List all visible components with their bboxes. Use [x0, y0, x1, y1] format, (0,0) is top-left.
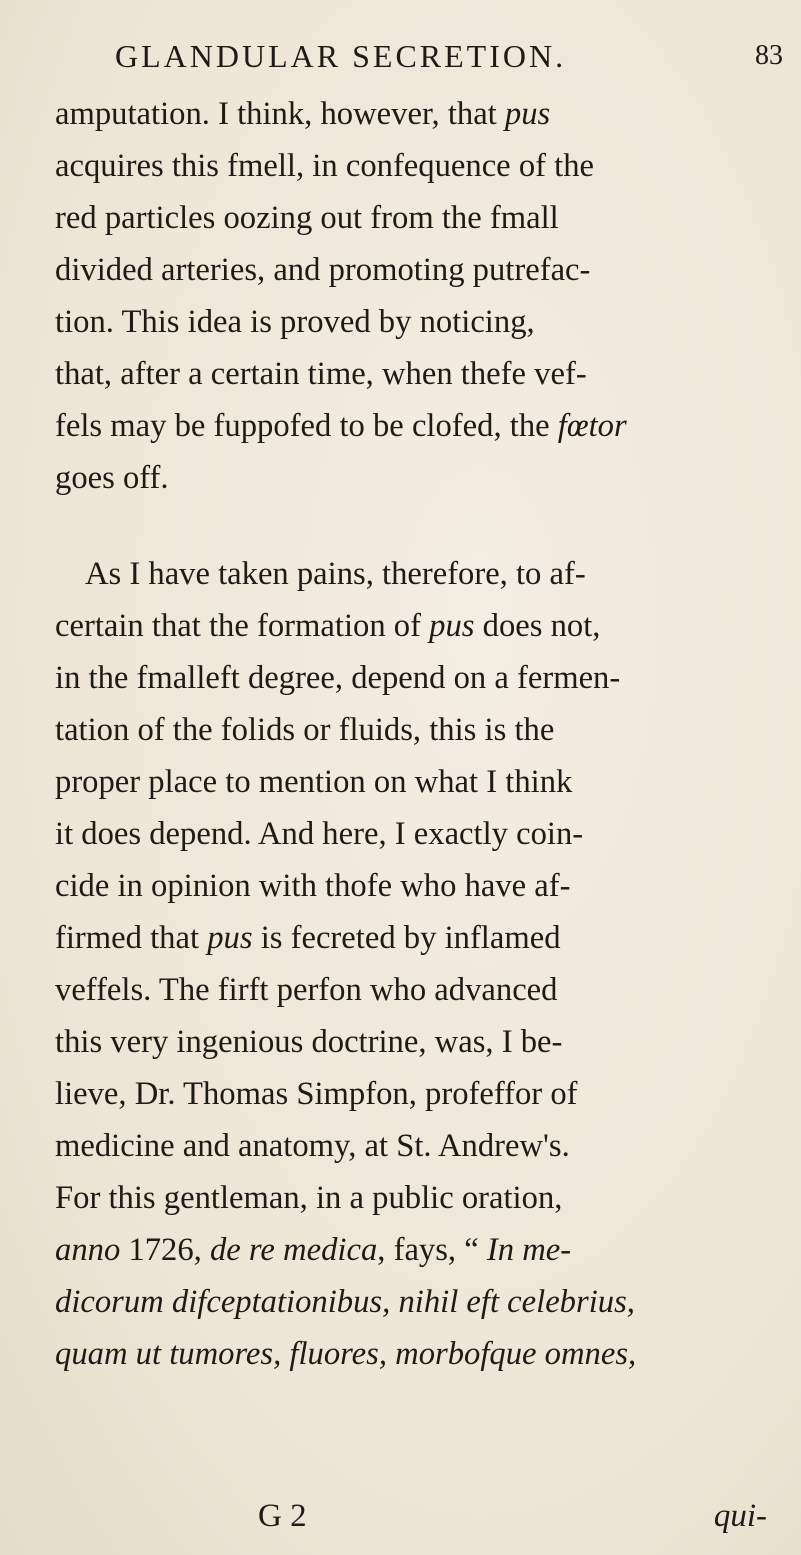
- text-line: [55, 912, 775, 964]
- italic-text: fœtor: [557, 408, 627, 444]
- text-line: [55, 756, 775, 808]
- text-line: [55, 1328, 775, 1380]
- text-line: [55, 860, 775, 912]
- text-segment: it does depend. And here, I exactly coin-: [55, 816, 584, 852]
- text-segment: amputation. I think, however, that: [55, 96, 505, 132]
- text-segment: fels may be fuppofed to be clofed, the: [55, 408, 558, 444]
- running-head: GLANDULAR SECRETION.: [115, 38, 567, 74]
- text-line: [55, 1120, 775, 1172]
- paragraph-gap: [55, 504, 775, 548]
- text-line: [55, 296, 775, 348]
- text-segment: tation of the folids or fluids, this is the: [55, 712, 555, 748]
- text-segment: , fays, “: [377, 1232, 487, 1268]
- text-line: [55, 704, 775, 756]
- italic-text: de re medica: [209, 1232, 378, 1268]
- text-segment: that, after a certain time, when thefe vef-: [55, 356, 587, 392]
- italic-text: pus: [429, 608, 475, 644]
- text-segment: this very ingenious doctrine, was, I be-: [55, 1024, 563, 1060]
- text-segment: certain that the formation of: [55, 608, 430, 644]
- catchword: qui-: [713, 1498, 767, 1534]
- text-line: [55, 808, 775, 860]
- text-segment: cide in opinion with thofe who have af-: [55, 868, 571, 904]
- text-line: [55, 88, 775, 140]
- text-segment: does not,: [474, 608, 601, 644]
- text-line: [55, 652, 775, 704]
- paragraph: [55, 548, 775, 1380]
- text-segment: tion. This idea is proved by noticing,: [55, 304, 535, 340]
- text-line: [55, 1172, 775, 1224]
- text-line: [55, 192, 775, 244]
- text-segment: acquires this fmell, in confequence of the: [55, 148, 595, 184]
- text-segment: proper place to mention on what I think: [55, 764, 573, 800]
- text-line: [55, 452, 775, 504]
- text-segment: divided arteries, and promoting putrefac-: [55, 252, 591, 288]
- text-line: [55, 548, 775, 600]
- text-segment: medicine and anatomy, at St. Andrew's.: [55, 1128, 570, 1164]
- italic-text: pus: [504, 96, 551, 132]
- text-segment: firmed that: [55, 920, 208, 956]
- text-segment: As I have taken pains, therefore, to af-: [85, 556, 586, 592]
- text-segment: red particles oozing out from the fmall: [55, 200, 559, 236]
- text-segment: lieve, Dr. Thomas Simpfon, profeffor of: [55, 1076, 578, 1112]
- signature-mark: G 2: [258, 1498, 307, 1534]
- paragraph: [55, 88, 775, 504]
- italic-text: dicorum difceptationibus, nihil eft celebrius,: [55, 1284, 635, 1320]
- text-line: [55, 1068, 775, 1120]
- text-segment: in the fmalleft degree, depend on a fermen-: [55, 660, 621, 696]
- page-number: 83: [755, 40, 783, 71]
- text-segment: veffels. The firft perfon who advanced: [55, 972, 558, 1008]
- text-line: [55, 600, 775, 652]
- italic-text: anno: [55, 1232, 121, 1268]
- italic-text: quam ut tumores, fluores, morbofque omnes,: [55, 1336, 637, 1372]
- text-line: [55, 964, 775, 1016]
- italic-text: In me-: [486, 1232, 572, 1268]
- text-line: [55, 1224, 775, 1276]
- page-header: [115, 34, 783, 78]
- text-line: [55, 348, 775, 400]
- text-line: [55, 400, 775, 452]
- text-segment: 1726,: [120, 1232, 210, 1268]
- text-segment: For this gentleman, in a public oration,: [55, 1180, 563, 1216]
- text-segment: goes off.: [55, 460, 169, 496]
- italic-text: pus: [207, 920, 253, 956]
- text-line: [55, 140, 775, 192]
- text-line: [55, 1016, 775, 1068]
- text-line: [55, 244, 775, 296]
- text-segment: is fecreted by inflamed: [252, 920, 561, 956]
- page-footer: [55, 1493, 775, 1539]
- body-text: [55, 88, 775, 1380]
- text-line: [55, 1276, 775, 1328]
